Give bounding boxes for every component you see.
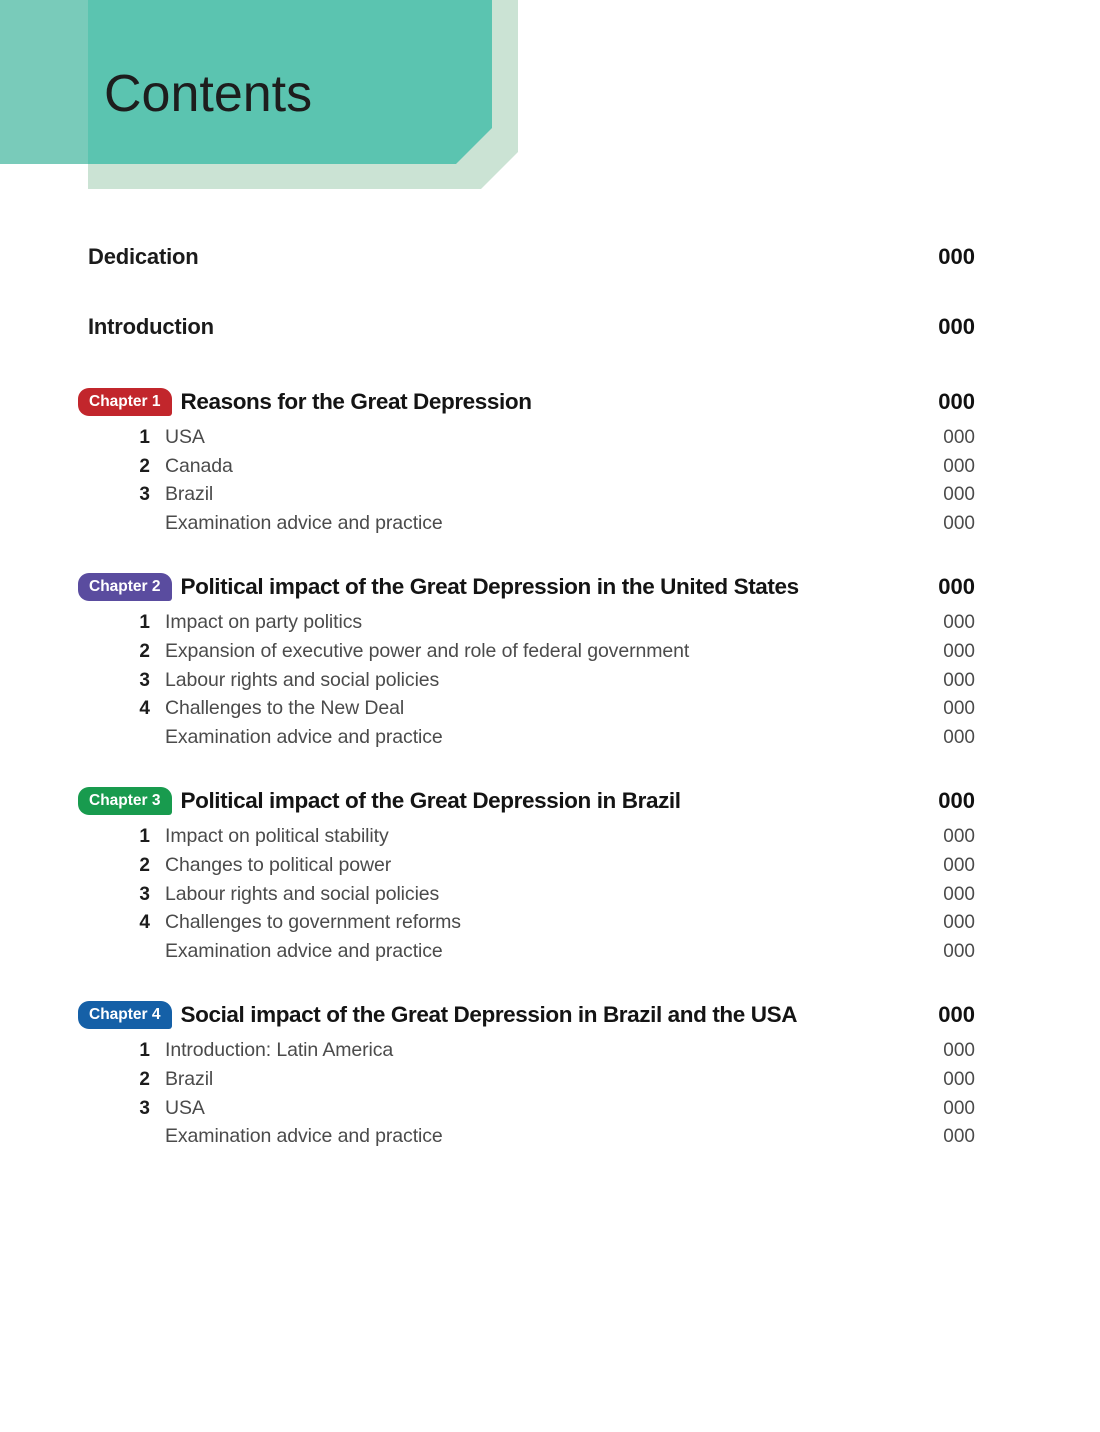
page-number: 000: [943, 427, 975, 448]
chapter-section: [78, 573, 975, 754]
chapter-badge: [78, 787, 172, 815]
toc-item-label: Impact on party politics: [165, 611, 363, 634]
page-number: 000: [943, 1126, 975, 1148]
toc-item-row: [78, 640, 975, 669]
toc-item-label: Brazil: [165, 1067, 214, 1090]
chapter-items: [78, 825, 975, 968]
toc-item-number: 2: [139, 1068, 150, 1090]
toc-item-row: [78, 883, 975, 912]
toc-item-number: 2: [139, 854, 150, 876]
chapter-badge: [78, 573, 172, 601]
front-matter-row: [78, 244, 975, 272]
toc-item-label: Examination advice and practice: [165, 725, 443, 748]
front-matter-label: Introduction: [88, 314, 214, 339]
page-number: 000: [943, 726, 975, 748]
page-number: 000: [938, 574, 975, 600]
chapter-heading-row: [78, 573, 975, 601]
toc-item-row: [78, 854, 975, 883]
chapter-badge-label: Chapter 3: [89, 792, 161, 810]
toc-item-label: Changes to political power: [165, 853, 392, 876]
page-number: 000: [943, 826, 975, 848]
toc-item-number: 1: [139, 1040, 150, 1062]
toc-item-number: 1: [139, 427, 150, 448]
chapter-title: Political impact of the Great Depression in Brazil: [180, 788, 681, 814]
toc-item-label: Canada: [165, 454, 233, 477]
banner-left-panel: [0, 0, 88, 164]
page-number: 000: [943, 612, 975, 634]
page-number: 000: [938, 788, 975, 814]
toc-item-number: 4: [139, 698, 150, 720]
page-number: 000: [943, 883, 975, 905]
page-number: 000: [943, 1068, 975, 1090]
page-number: 000: [938, 389, 975, 414]
toc-item-row: [78, 940, 975, 969]
toc-item-label: Challenges to government reforms: [165, 911, 461, 934]
page-number: 000: [943, 698, 975, 720]
toc-item-number: 3: [139, 883, 150, 905]
front-matter-label: Dedication: [88, 244, 199, 269]
toc-item-label: Labour rights and social policies: [165, 882, 440, 905]
toc-item-number: 2: [139, 640, 150, 662]
toc-item-label: Introduction: Latin America: [165, 1039, 394, 1062]
chapter-title: Reasons for the Great Depression: [180, 389, 532, 414]
chapter-badge-label: Chapter 4: [89, 1006, 161, 1024]
toc-item-label: Expansion of executive power and role of federal government: [165, 639, 690, 662]
chapter-title: Social impact of the Great Depression in Brazil and the USA: [180, 1002, 798, 1028]
chapter-heading-row: [78, 388, 975, 416]
toc-item-row: [78, 512, 975, 541]
toc-item-row: [78, 455, 975, 484]
toc-item-row: [78, 726, 975, 755]
toc-item-row: [78, 669, 975, 698]
front-matter-row: [78, 314, 975, 342]
chapters: [78, 388, 975, 1154]
front-matter: [78, 244, 975, 342]
toc-item-number: 3: [139, 484, 150, 506]
page-title: Contents: [104, 65, 313, 123]
page-number: 000: [938, 314, 975, 339]
page-number: 000: [943, 940, 975, 962]
chapter-items: [78, 1039, 975, 1153]
chapter-items: [78, 426, 975, 540]
chapter-badge-label: Chapter 1: [89, 393, 161, 410]
toc-item-row: [78, 426, 975, 455]
toc-item-row: [78, 1068, 975, 1097]
toc-item-label: USA: [165, 1096, 205, 1119]
chapter-heading-row: [78, 787, 975, 815]
page-number: 000: [943, 1097, 975, 1119]
chapter-title: Political impact of the Great Depression in the United States: [180, 574, 799, 600]
chapter-section: [78, 787, 975, 968]
chapter-badge: [78, 1001, 172, 1029]
toc-item-number: 3: [139, 1097, 150, 1119]
toc-item-label: Challenges to the New Deal: [165, 697, 405, 720]
toc-item-number: 1: [139, 612, 150, 634]
toc-item-number: 4: [139, 912, 150, 934]
toc-item-row: [78, 1125, 975, 1154]
toc-item-row: [78, 611, 975, 640]
page-number: 000: [943, 854, 975, 876]
page-number: 000: [943, 912, 975, 934]
chapter-heading-row: [78, 1001, 975, 1029]
chapter-items: [78, 611, 975, 754]
toc-item-label: Examination advice and practice: [165, 939, 443, 962]
chapter-section: [78, 1001, 975, 1153]
chapter-badge-label: Chapter 2: [89, 578, 161, 596]
page-number: 000: [943, 1040, 975, 1062]
toc-item-label: Examination advice and practice: [165, 1125, 443, 1148]
toc-item-label: Labour rights and social policies: [165, 668, 440, 691]
page-number: 000: [943, 484, 975, 506]
toc-item-row: [78, 825, 975, 854]
chapter-section: [78, 388, 975, 540]
table-of-contents: [78, 244, 975, 1154]
toc-item-row: [78, 697, 975, 726]
page-number: 000: [943, 512, 975, 534]
toc-item-label: Brazil: [165, 483, 214, 506]
toc-item-label: Examination advice and practice: [165, 511, 443, 534]
toc-item-label: Impact on political stability: [165, 825, 389, 848]
page-number: 000: [943, 640, 975, 662]
page-number: 000: [938, 244, 975, 269]
toc-item-label: USA: [165, 426, 205, 448]
toc-item-number: 1: [139, 826, 150, 848]
toc-item-row: [78, 1039, 975, 1068]
toc-item-row: [78, 483, 975, 512]
page-number: 000: [943, 669, 975, 691]
page-number: 000: [938, 1002, 975, 1028]
toc-item-number: 3: [139, 669, 150, 691]
page-number: 000: [943, 455, 975, 477]
toc-item-row: [78, 911, 975, 940]
chapter-badge: [78, 388, 172, 416]
toc-item-number: 2: [139, 455, 150, 477]
toc-item-row: [78, 1097, 975, 1126]
page-header-banner: [0, 0, 1100, 190]
